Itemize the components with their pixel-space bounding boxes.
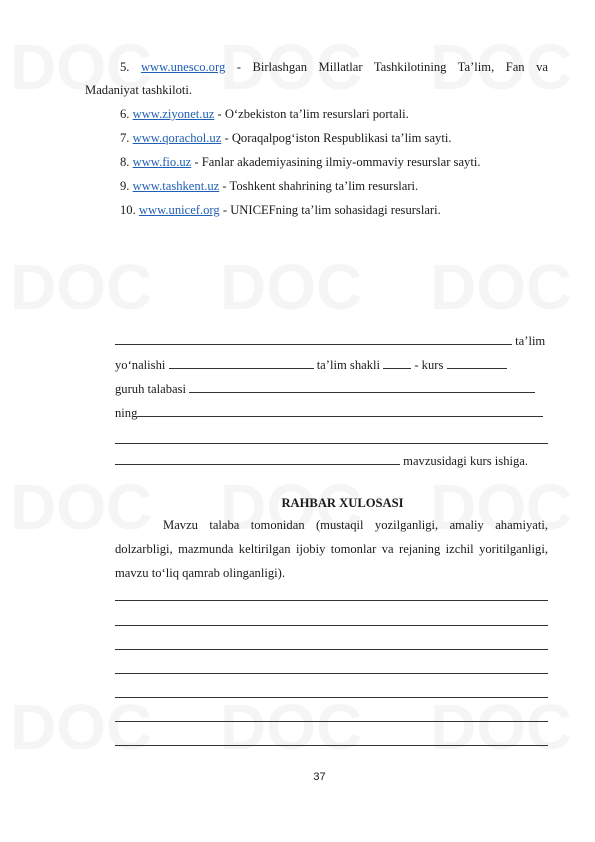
reference-item-5: 5. www.unesco.org - Birlashgan Millatlar Tashkilotining Ta’lim, Fan va <box>120 60 548 74</box>
blank-line[interactable] <box>115 697 548 698</box>
form-line-4: ning <box>115 405 543 421</box>
reference-link[interactable]: www.unicef.org <box>138 203 220 217</box>
blank-line[interactable] <box>115 745 548 746</box>
blank-field[interactable] <box>383 357 411 369</box>
reference-link[interactable]: www.qorachol.uz <box>132 131 222 145</box>
blank-line[interactable] <box>115 600 548 601</box>
blank-field[interactable] <box>447 357 507 369</box>
blank-field[interactable] <box>189 381 535 393</box>
reference-item-5-continuation: Madaniyat tashkiloti. <box>85 83 193 97</box>
form-line-6: mavzusidagi kurs ishiga. <box>115 453 528 469</box>
reference-item-10: 10. www.unicef.org - UNICEFning ta’lim sohasidagi resurslari. <box>120 203 441 217</box>
blank-field[interactable] <box>137 405 543 417</box>
blank-line[interactable] <box>115 443 548 444</box>
page-number: 37 <box>313 771 326 783</box>
reference-item-8: 8. www.fio.uz - Fanlar akademiyasining ilmiy-ommaviy resurslar sayti. <box>120 155 481 169</box>
blank-line[interactable] <box>115 673 548 674</box>
blank-line[interactable] <box>115 649 548 650</box>
blank-field[interactable] <box>169 357 314 369</box>
form-line-3: guruh talabasi <box>115 381 535 397</box>
form-line-1: ta’lim <box>115 333 545 349</box>
blank-line[interactable] <box>115 625 548 626</box>
form-line-2: yo‘nalishi ta’lim shakli - kurs <box>115 357 507 373</box>
reference-link[interactable]: www.unesco.org <box>140 60 226 74</box>
reference-item-7: 7. www.qorachol.uz - Qoraqalpog‘iston Respublikasi ta’lim sayti. <box>120 131 452 145</box>
blank-field[interactable] <box>115 333 512 345</box>
section-heading: RAHBAR XULOSASI <box>281 496 404 510</box>
blank-line[interactable] <box>115 721 548 722</box>
reference-link[interactable]: www.tashkent.uz <box>132 179 220 193</box>
reference-item-6: 6. www.ziyonet.uz - O‘zbekiston ta’lim resurslari portali. <box>120 107 409 121</box>
blank-field[interactable] <box>115 453 400 465</box>
conclusion-paragraph: Mavzu talaba tomonidan (mustaqil yozilganligi, amaliy ahamiyati, dolzarbligi, mazmunda keltirilgan ijobiy tomonlar va rejaning izchil yoritilganligi, mavzu to‘liq qamrab olinganligi). <box>115 518 548 580</box>
reference-link[interactable]: www.fio.uz <box>132 155 192 169</box>
reference-item-9: 9. www.tashkent.uz - Toshkent shahrining ta’lim resurslari. <box>120 179 419 193</box>
reference-link[interactable]: www.ziyonet.uz <box>132 107 215 121</box>
